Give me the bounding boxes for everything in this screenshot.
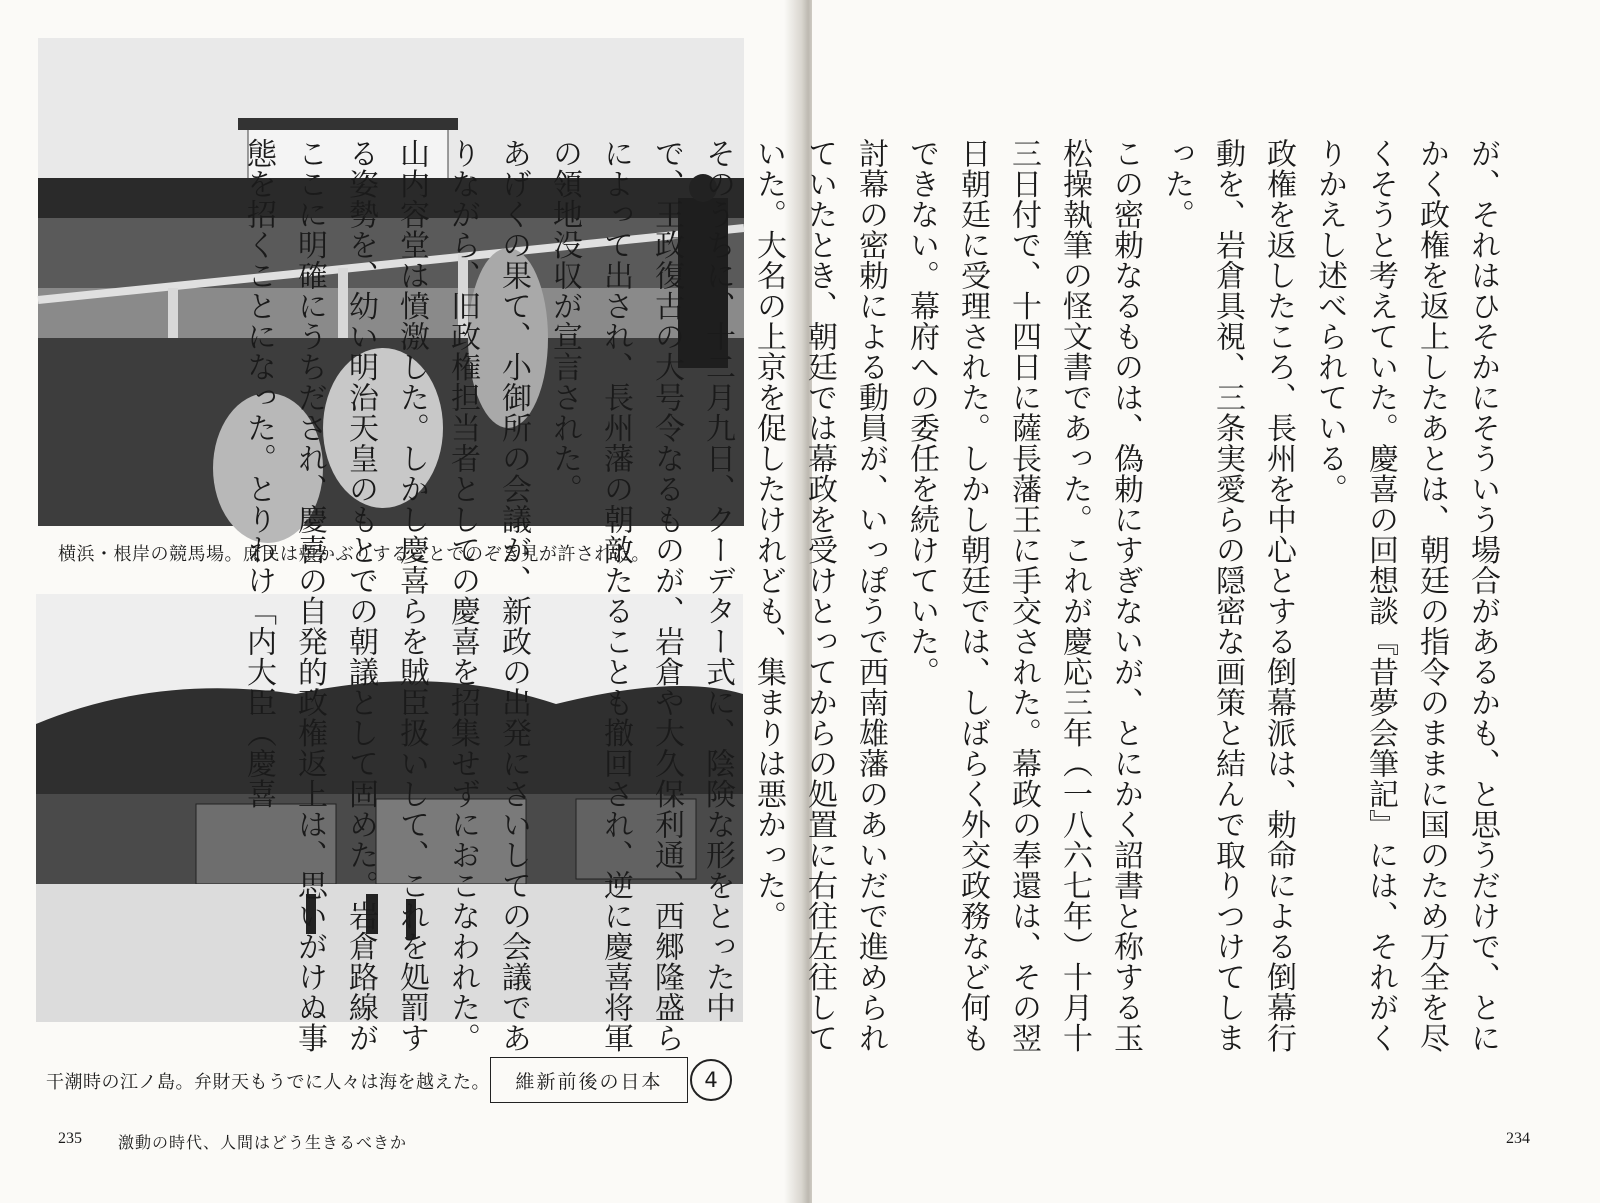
paragraph: が、それはひそかにそういう場合があるかも、と思うだけで、とにかく政権を返上したあとは、朝廷の指令のままに国のため万全を尽くそうと考えていた。慶喜の回想談『昔夢会筆記』には、それがくりかえし述べられている。: [1312, 138, 1500, 1053]
paragraph: そのうちに、十二月九日、クーデター式に、陰険な形をとった中で、王政復古の大号令なるものが、岩倉や大久保利通、西郷隆盛らによって出され、長州藩の朝敵たることも撤回され、逆に慶喜将軍の領地没収が宣言された。: [547, 138, 735, 1053]
page-number-left: 235: [58, 1130, 82, 1147]
page-number-right: 234: [1506, 1130, 1530, 1147]
paragraph: 政権を返したころ、長州を中心とする倒幕派は、勅命による倒幕行動を、岩倉具視、三条実愛らの隠密な画策と結んで取りつけてしまった。: [1159, 138, 1296, 1053]
photo2-caption: 干潮時の江ノ島。弁財天もうでに人々は海を越えた。: [46, 1072, 490, 1093]
paragraph: あげくの果て、小御所の会議が、新政の出発にさいしての会議でありながら、旧政権担当者としての慶喜を招集せずにおこなわれた。山内容堂は憤激した。しかし慶喜らを賊臣扱いして、これを処罰する姿勢を、幼い明治天皇のもとでの朝議として固めた。岩倉路線がここに明確にうちだされ、慶喜の自発的政権返上は、思いがけぬ事態を招くことになった。とりわけ「内大臣（慶喜: [241, 138, 531, 1053]
series-title-box: 維新前後の日本: [490, 1057, 688, 1103]
paragraph: 討幕の密勅による動員が、いっぽうで西南雄藩のあいだで進められていたとき、朝廷では幕政を受けとってからの処置に右往左往していた。大名の上京を促したけれども、集まりは悪かった。: [751, 138, 888, 1053]
series-number-badge: 4: [690, 1059, 732, 1101]
running-head: 激動の時代、人間はどう生きるべきか: [118, 1133, 408, 1152]
paragraph: この密勅なるものは、偽勅にすぎないが、とにかく詔書と称する玉松操執筆の怪文書であった。これが慶応三年（一八六七年）十月十三日付で、十四日に薩長藩王に手交された。幕政の奉還は、その翌日朝廷に受理された。しかし朝廷では、しばらく外交政務など何もできない。幕府への委任を続けていた。: [904, 138, 1143, 1053]
photo1-caption: 横浜・根岸の競馬場。庶民は頬かぶりすることでのぞき見が許された。: [58, 544, 650, 565]
